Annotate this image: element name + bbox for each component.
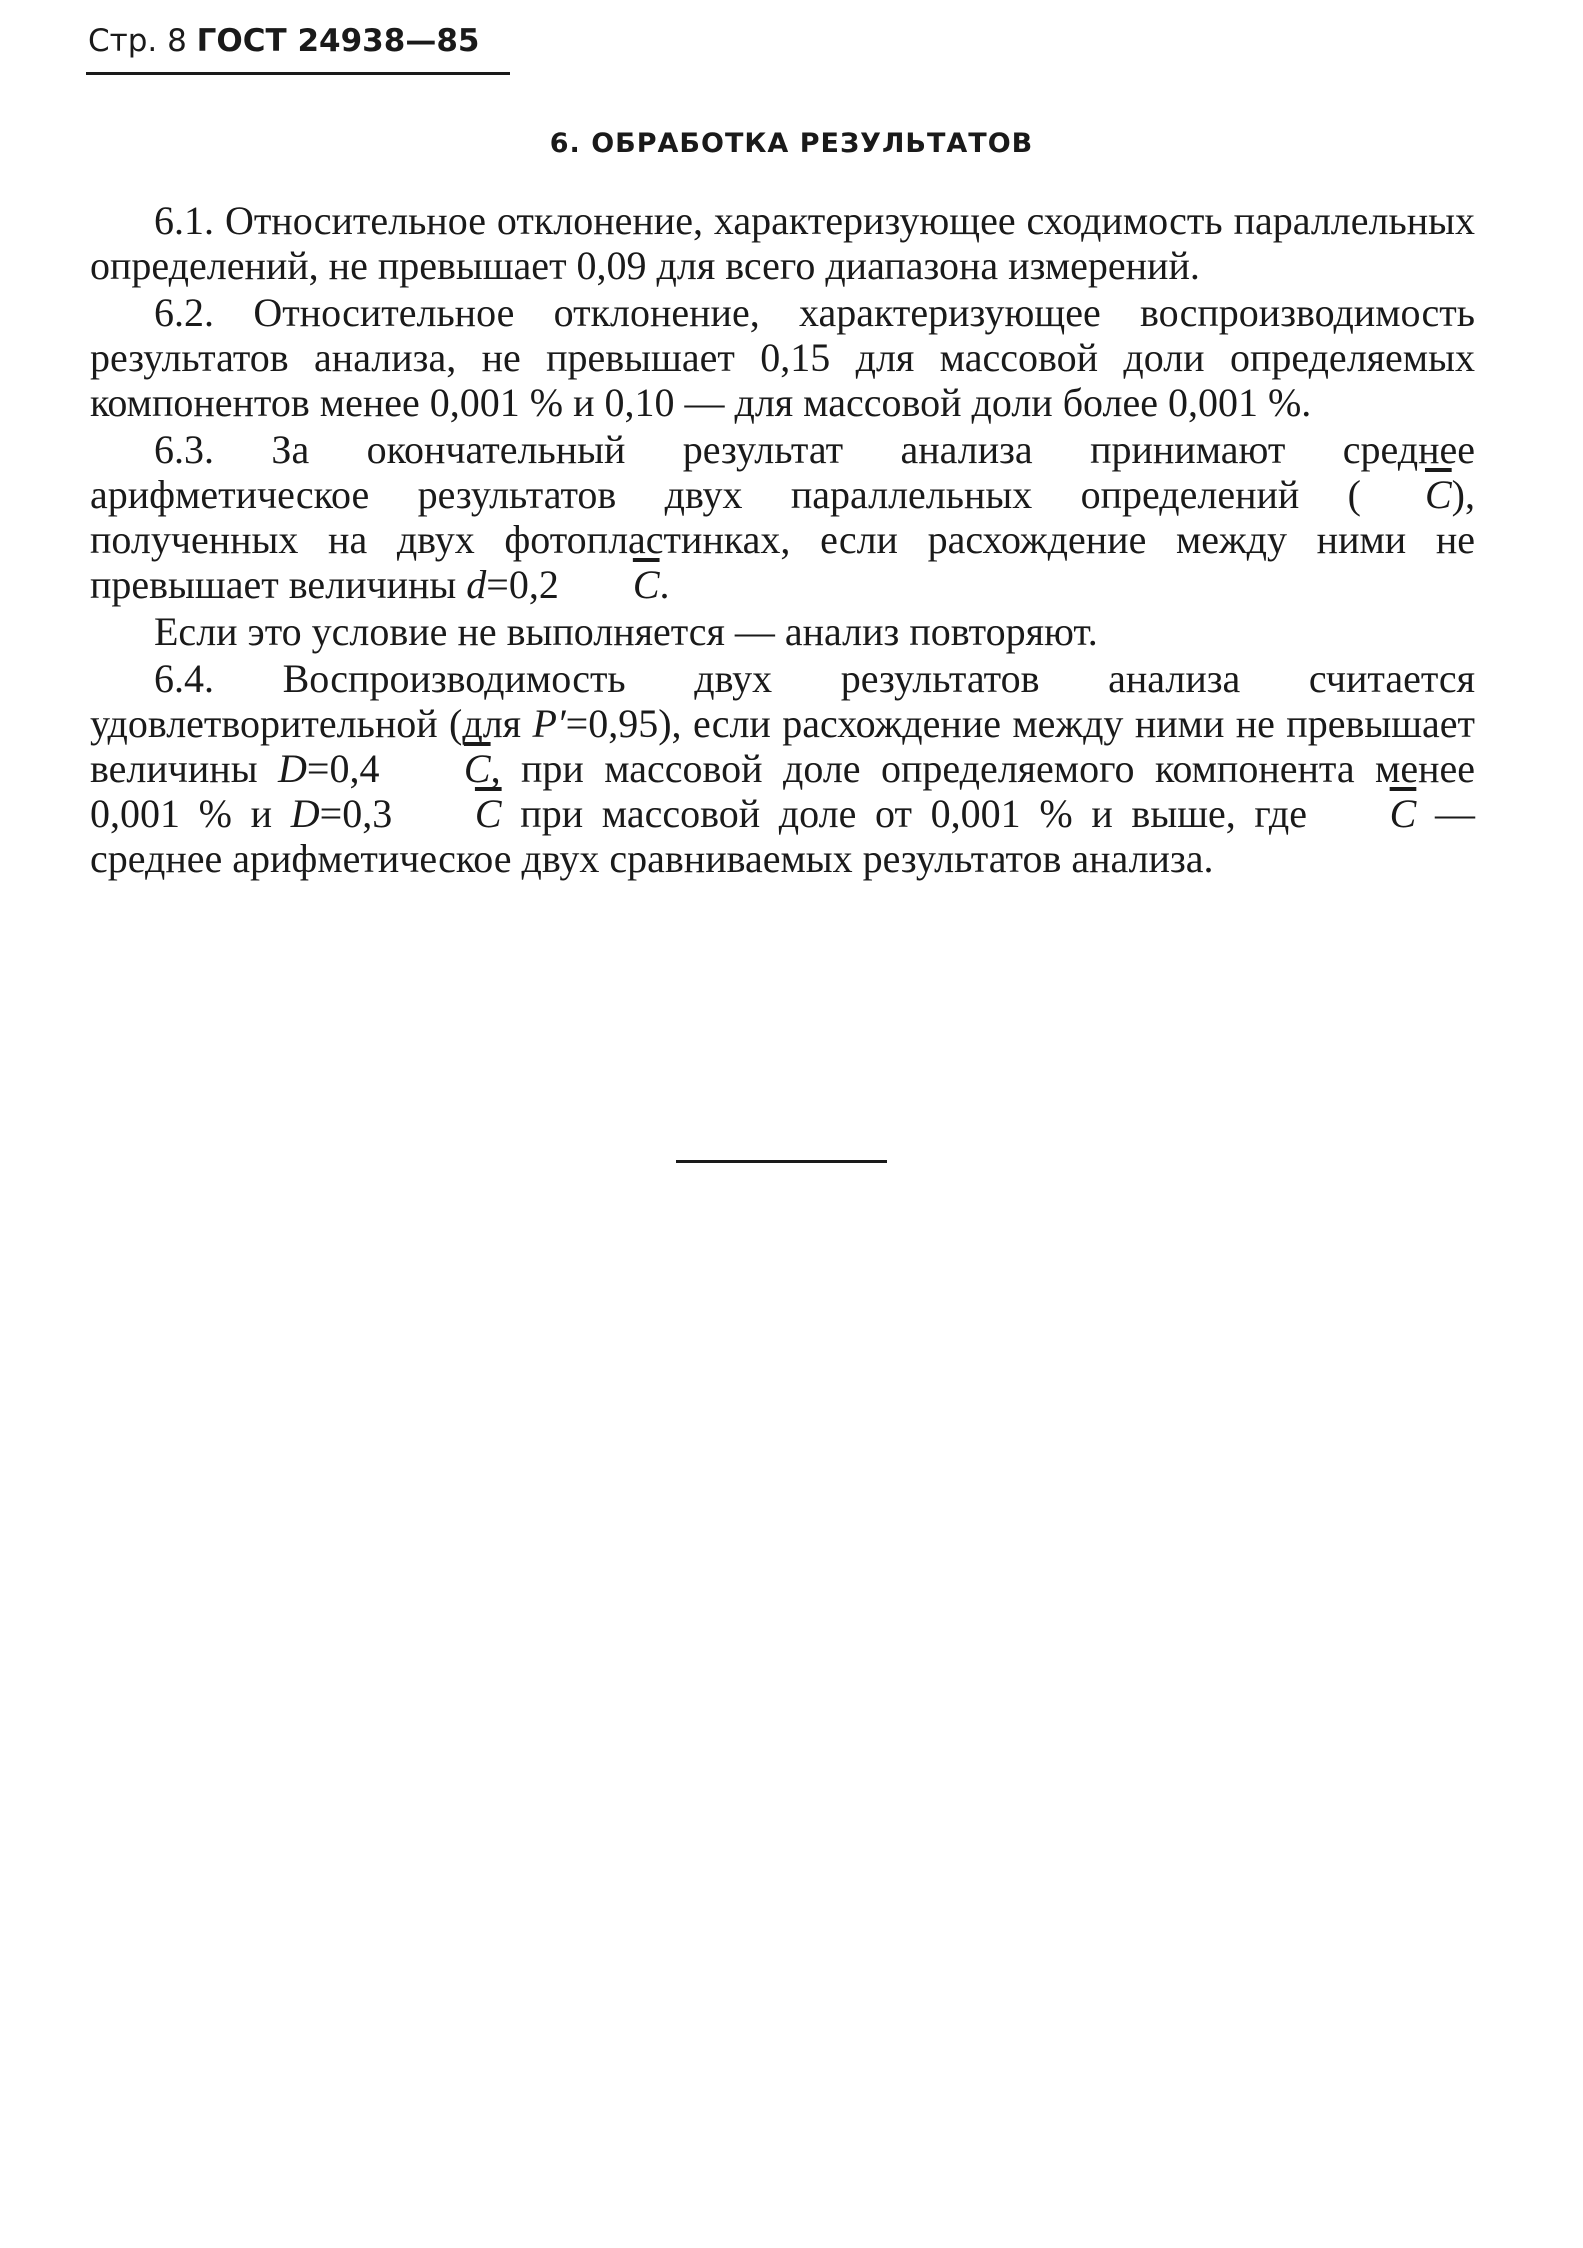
- text-span: .: [659, 562, 670, 607]
- variable-d: d: [466, 562, 487, 607]
- text-span: 6.4. Воспроизводимость двух результатов анализа считается удовлетворительной (для: [90, 656, 1475, 746]
- header-rule: [86, 72, 510, 75]
- body-text: [90, 198, 1475, 883]
- text-span: =0,4: [306, 746, 400, 791]
- section-title: 6. ОБРАБОТКА РЕЗУЛЬТАТОВ: [549, 128, 1034, 159]
- text-span: =0,95), если расхождение между ними не превышает величины: [90, 701, 1476, 791]
- text-span: , при массовой доле определяемого компонента менее 0,001 % и: [90, 746, 1476, 836]
- text-span: =0,3: [319, 791, 411, 836]
- standard-number: ГОСТ 24938—85: [196, 23, 480, 59]
- mean-c-symbol: $\overline{C}$: [1389, 791, 1417, 836]
- text-span: 6.3. За окончательный результат анализа принимают среднее арифметическое результатов двух параллельных определений (: [90, 427, 1475, 517]
- text-span: ), полученных на двух фотопластинках, если расхождение между ними не превышает величины: [90, 472, 1475, 607]
- paragraph-6-3-note: Если это условие не выполняется — анализ повторяют.: [154, 609, 1098, 654]
- variable-d-upper: D: [278, 746, 307, 791]
- text-span: при массовой доле от 0,001 % и выше, где: [501, 791, 1326, 836]
- paragraph-6-1: 6.1. Относительное отклонение, характеризующее сходимость параллельных определений, не превышает 0,09 для всего диапазона измерений.: [90, 198, 1475, 288]
- page-header: [88, 20, 508, 62]
- paragraph-6-3: [90, 427, 1475, 607]
- mean-c-symbol: $\overline{C}$: [463, 746, 491, 791]
- paragraph-6-2: 6.2. Относительное отклонение, характеризующее воспроизводимость результатов анализа, не превышает 0,15 для массовой доли определяемых компонентов менее 0,001 % и 0,10 — для массовой доли более 0,001 %.: [90, 290, 1475, 425]
- mean-c-symbol: $\overline{C}$: [474, 791, 502, 836]
- text-span: — среднее арифметическое двух сравниваемых результатов анализа.: [90, 791, 1476, 881]
- end-rule: [676, 1160, 887, 1163]
- page-number: Стр. 8: [88, 23, 187, 59]
- mean-c-symbol: $\overline{C}$: [632, 562, 660, 607]
- variable-p-prime: P′: [532, 701, 566, 746]
- text-span: =0,2: [486, 562, 569, 607]
- mean-c-symbol: $\overline{C}$: [1424, 472, 1452, 517]
- variable-d-upper: D: [290, 791, 320, 836]
- paragraph-6-4: [90, 656, 1475, 881]
